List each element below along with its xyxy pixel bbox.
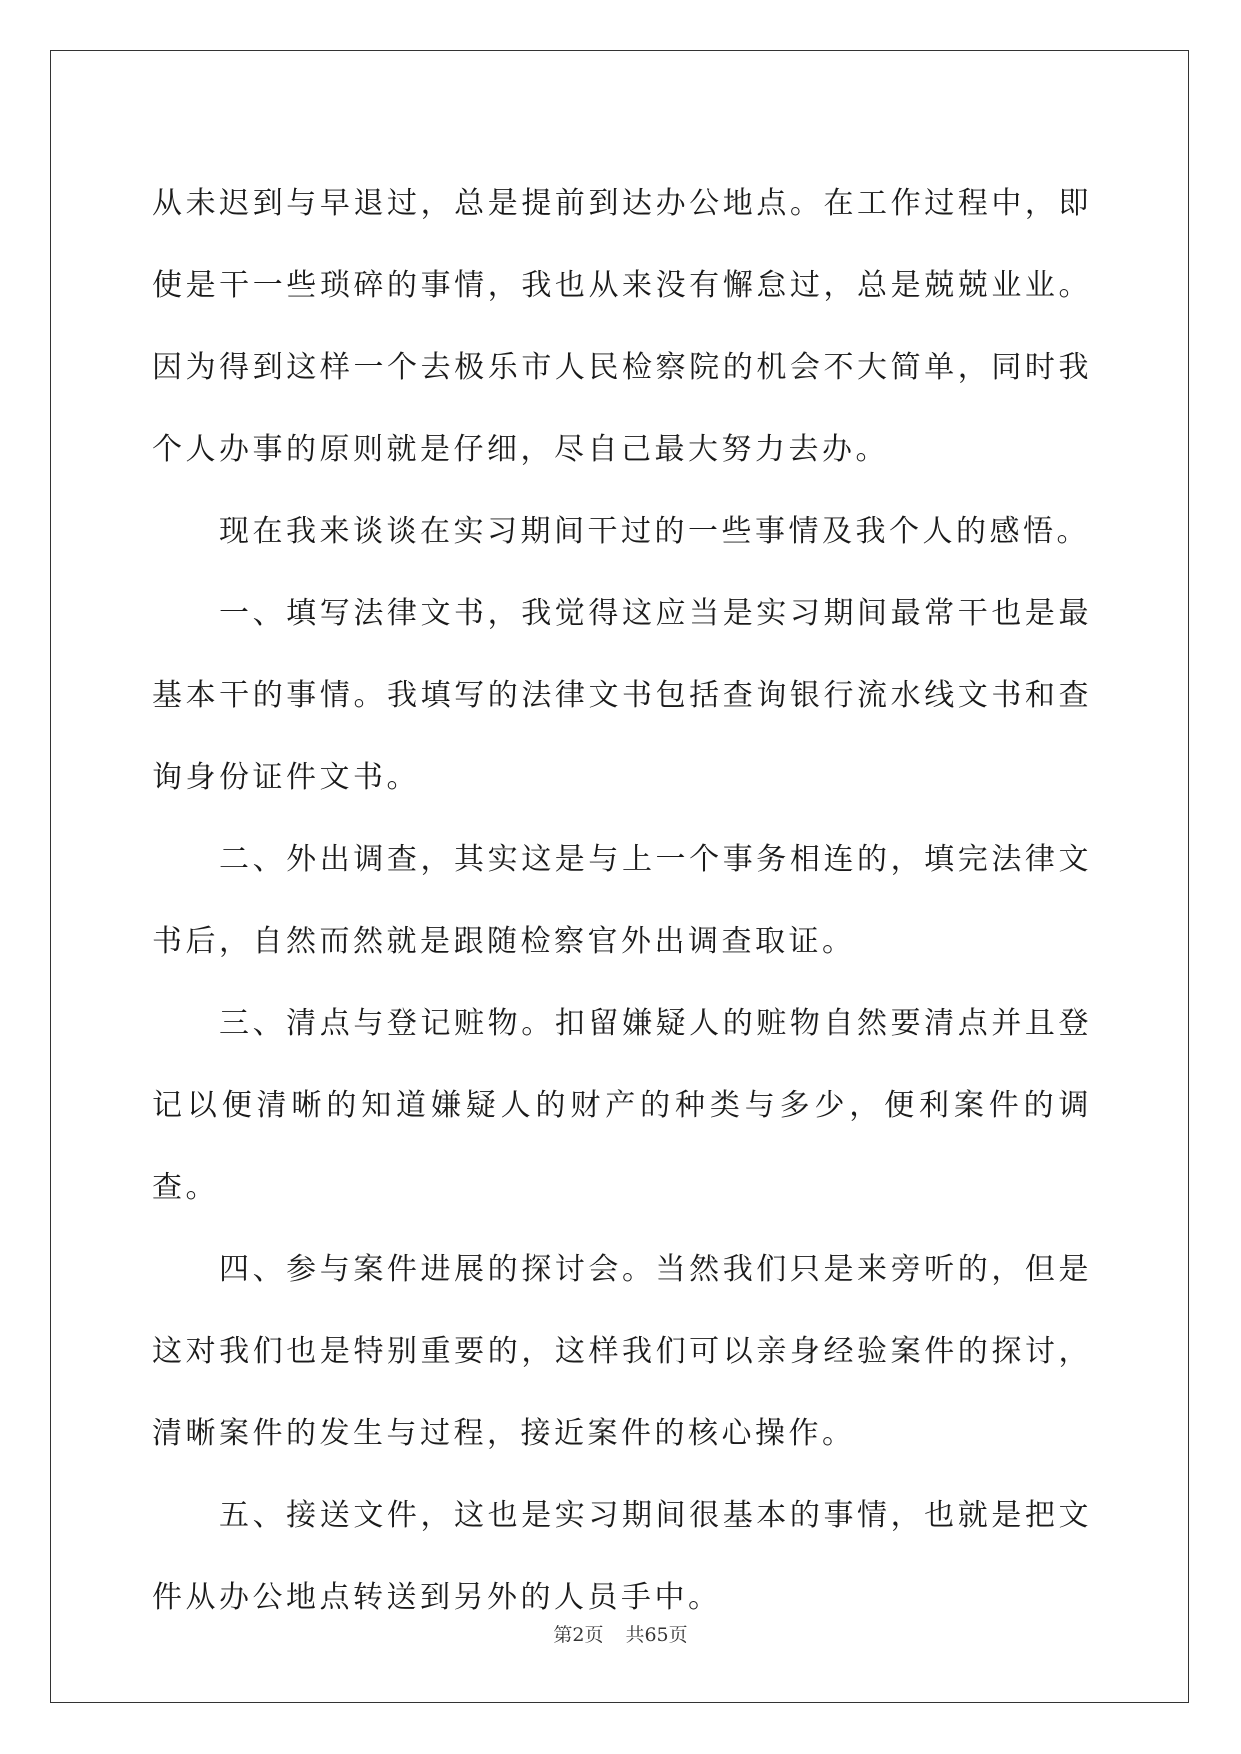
page-footer [0, 1620, 1241, 1647]
paragraph-6: 四、参与案件进展的探讨会。当然我们只是来旁听的，但是这对我们也是特别重要的，这样我们可以亲身经验案件的探讨，清晰案件的发生与过程，接近案件的核心操作。 [152, 1252, 1092, 1451]
paragraph-5: 三、清点与登记赃物。扣留嫌疑人的赃物自然要清点并且登记以便清晰的知道嫌疑人的财产的种类与多少，便利案件的调查。 [152, 1006, 1092, 1205]
paragraph-3: 一、填写法律文书，我觉得这应当是实习期间最常干也是最基本干的事情。我填写的法律文书包括查询银行流水线文书和查询身份证件文书。 [152, 596, 1092, 795]
paragraph-1: 从未迟到与早退过，总是提前到达办公地点。在工作过程中，即使是干一些琐碎的事情，我也从来没有懈怠过，总是兢兢业业。因为得到这样一个去极乐市人民检察院的机会不大简单，同时我个人办事的原则就是仔细，尽自己最大努力去办。 [152, 186, 1092, 467]
document-body [152, 163, 1092, 1639]
paragraph-7: 五、接送文件，这也是实习期间很基本的事情，也就是把文件从办公地点转送到另外的人员手中。 [152, 1498, 1092, 1615]
page-number: 第2页 [553, 1624, 604, 1646]
paragraph-2: 现在我来谈谈在实习期间干过的一些事情及我个人的感悟。 [219, 514, 1090, 549]
page-total: 共65页 [625, 1624, 688, 1646]
paragraph-4: 二、外出调查，其实这是与上一个事务相连的，填完法律文书后，自然而然就是跟随检察官外出调查取证。 [152, 842, 1092, 959]
